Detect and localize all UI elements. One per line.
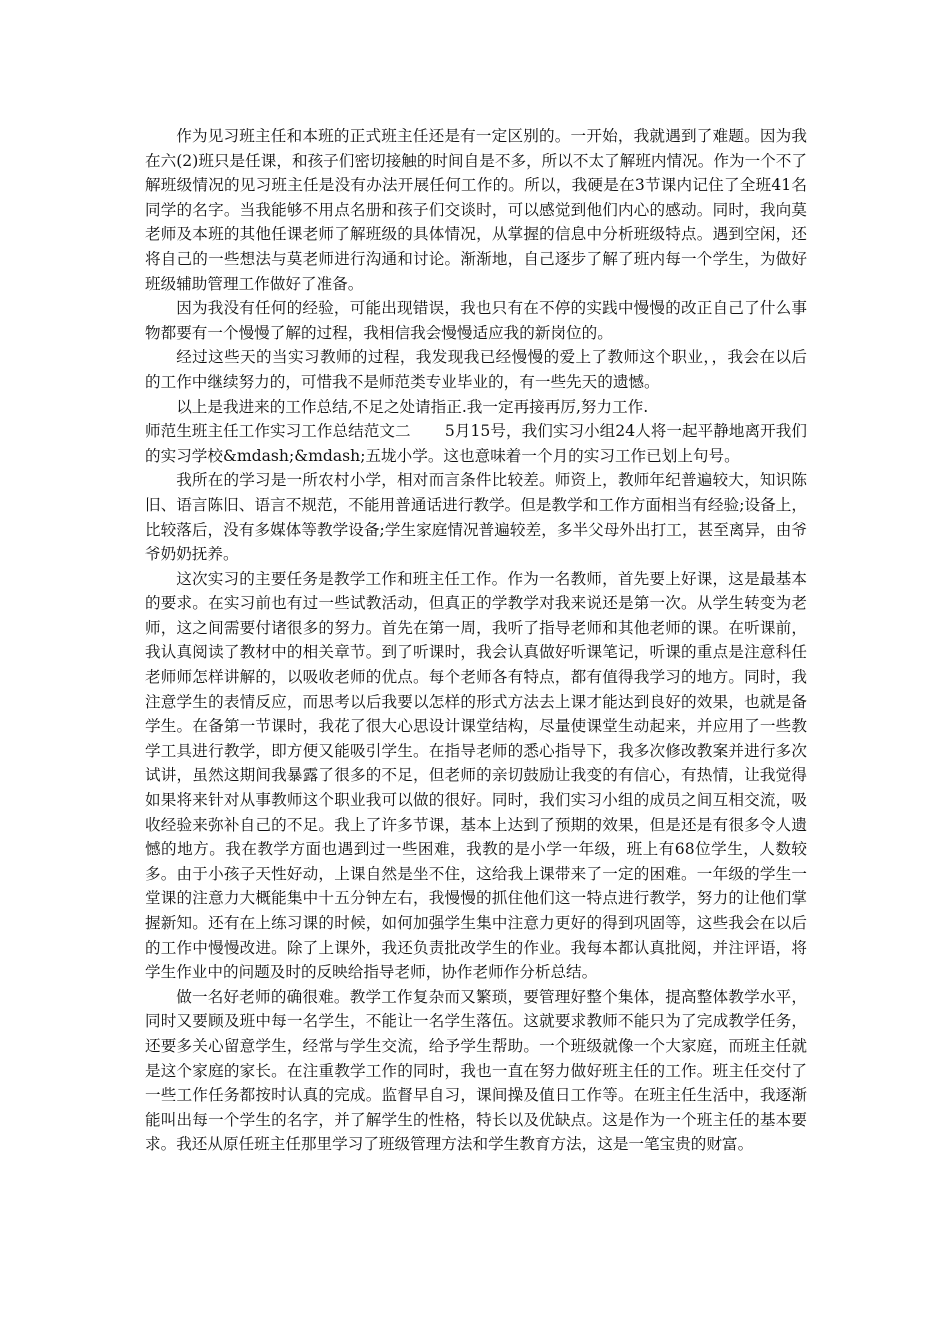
paragraph-2: 因为我没有任何的经验，可能出现错误，我也只有在不停的实践中慢慢的改正自己了什么事物都要有一个慢慢了解的过程，我相信我会慢慢适应我的新岗位的。 xyxy=(145,299,807,342)
section-title: 师范生班主任工作实习工作总结范文二 xyxy=(145,422,411,441)
paragraph-1: 作为见习班主任和本班的正式班主任还是有一定区别的。一开始，我就遇到了难题。因为我在六(2)班只是任课，和孩子们密切接触的时间自是不多，所以不太了解班内情况。作为一个不了解班级情况的见习班主任是没有办法开展任何工作的。所以，我硬是在3节课内记住了全班41名同学的名字。当我能够不用点名册和孩子们交谈时，可以感觉到他们内心的感动。同时，我向莫老师及本班的其他任课老师了解班级的具体情况，从掌握的信息中分析班级特点。遇到空闲，还将自己的一些想法与莫老师进行沟通和讨论。渐渐地，自己逐步了解了班内每一个学生，为做好班级辅助管理工作做好了准备。 xyxy=(145,127,807,293)
paragraph-7: 做一名好老师的确很难。教学工作复杂而又繁琐，要管理好整个集体，提高整体教学水平，同时又要顾及班中每一名学生，不能让一名学生落伍。这就要求教师不能只为了完成教学任务，还要多关心留意学生，经常与学生交流，给予学生帮助。一个班级就像一个大家庭，而班主任就是这个家庭的家长。在注重教学工作的同时，我也一直在努力做好班主任的工作。班主任交付了一些工作任务都按时认真的完成。监督早自习，课间操及值日工作等。在班主任生活中，我逐渐能叫出每一个学生的名字，并了解学生的性格，特长以及优缺点。这是作为一个班主任的基本要求。我还从原任班主任那里学习了班级管理方法和学生教育方法，这是一笔宝贵的财富。 xyxy=(145,987,807,1154)
paragraph-3: 经过这些天的当实习教师的过程，我发现我已经慢慢的爱上了教师这个职业，，我会在以后的工作中继续努力的，可惜我不是师范类专业毕业的，有一些先天的遗憾。 xyxy=(145,348,807,391)
section-heading-paragraph xyxy=(145,419,807,468)
document-page xyxy=(145,124,807,1157)
paragraph-4: 以上是我进来的工作总结,不足之处请指正.我一定再接再厉,努力工作. xyxy=(176,397,649,416)
paragraph-6: 这次实习的主要任务是教学工作和班主任工作。作为一名教师，首先要上好课，这是最基本的要求。在实习前也有过一些试教活动，但真正的学教学对我来说还是第一次。从学生转变为老师，这之间需要付诸很多的努力。首先在第一周，我听了指导老师和其他老师的课。在听课前，我认真阅读了教材中的相关章节。到了听课时，我会认真做好听课笔记，听课的重点是注意科任老师师怎样讲解的，以吸收老师的优点。每个老师各有特点，都有值得我学习的地方。同时，我注意学生的表情反应，而思考以后我要以怎样的形式方法去上课才能达到良好的效果，也就是备学生。在备第一节课时，我花了很大心思设计课堂结构，尽量使课堂生动起来，并应用了一些教学工具进行教学，即方便又能吸引学生。在指导老师的悉心指导下，我多次修改教案并进行多次试讲，虽然这期间我暴露了很多的不足，但老师的亲切鼓励让我变的有信心，有热情，让我觉得如果将来针对从事教师这个职业我可以做的很好。同时，我们实习小组的成员之间互相交流，吸收经验来弥补自己的不足。我上了许多节课，基本上达到了预期的效果，但是还是有很多令人遗憾的地方。我在教学方面也遇到过一些困难，我教的是小学一年级，班上有68位学生，人数较多。由于小孩子天性好动，上课自然是坐不住，这给我上课带来了一定的困难。一年级的学生一堂课的注意力大概能集中十五分钟左右，我慢慢的抓住他们这一特点进行教学，努力的让他们掌握新知。还有在上练习课的时候，如何加强学生集中注意力更好的得到巩固等，这些我会在以后的工作中慢慢改进。除了上课外，我还负责批改学生的作业。我每本都认真批阅，并注评语，将学生作业中的问题及时的反映给指导老师，协作老师作分析总结。 xyxy=(145,569,807,982)
paragraph-5: 我所在的学习是一所农村小学，相对而言条件比较差。师资上，教师年纪普遍较大，知识陈旧、语言陈旧、语言不规范，不能用普通话进行教学。但是教学和工作方面相当有经验;设备上，比较落后，没有多媒体等教学设备;学生家庭情况普遍较差，多半父母外出打工，甚至离异，由爷爷奶奶抚养。 xyxy=(145,471,807,564)
section-first-text: 5月15号，我们实习小组24人将一起平静地离开我们的实习学校&mdash;&mdash;五垅小学。这也意味着一个月的实习工作已划上句号。 xyxy=(145,422,807,465)
